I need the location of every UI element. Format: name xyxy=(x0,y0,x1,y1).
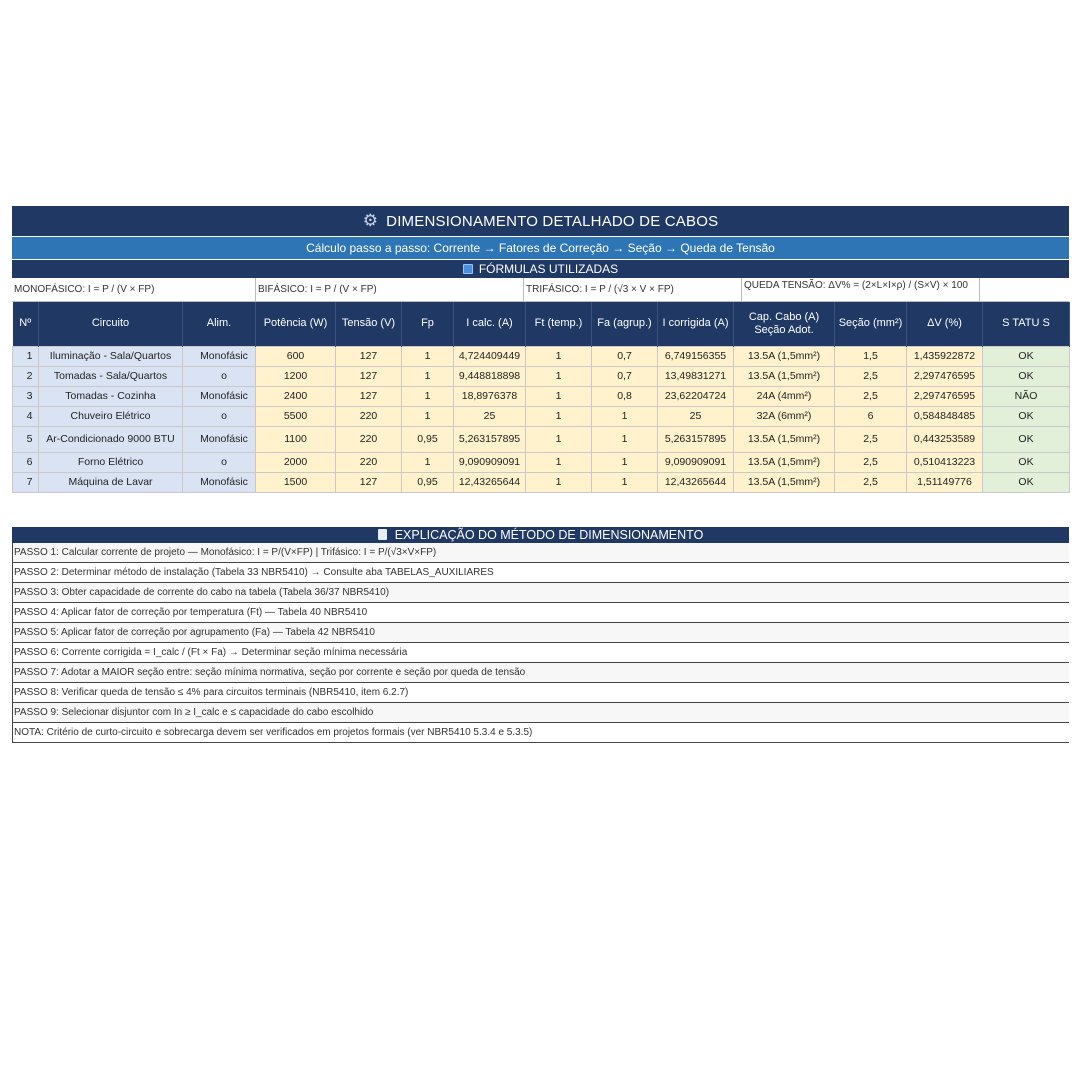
column-header[interactable]: Alim. xyxy=(183,302,256,346)
cell-tensao[interactable]: 127 xyxy=(336,366,402,386)
cell-tensao[interactable]: 127 xyxy=(336,386,402,406)
cell-pot[interactable]: 2000 xyxy=(256,452,336,472)
cell-n[interactable]: 6 xyxy=(13,452,39,472)
explanation-step: PASSO 2: Determinar método de instalação (Tabela 33 NBR5410) → Consulte aba TABELAS_AUXILIARES xyxy=(13,563,1069,583)
explanation-step: PASSO 1: Calcular corrente de projeto — Monofásico: I = P/(V×FP) | Trifásico: I = P/(√3×V×FP) xyxy=(13,543,1069,563)
cell-dv[interactable]: 1,51149776 xyxy=(907,472,983,492)
column-header[interactable]: Nº xyxy=(13,302,39,346)
explanation-step: PASSO 8: Verificar queda de tensão ≤ 4% para circuitos terminais (NBR5410, item 6.2.7) xyxy=(13,683,1069,703)
cell-fp[interactable]: 0,95 xyxy=(402,426,454,452)
column-header[interactable]: Circuito xyxy=(39,302,183,346)
cell-cap[interactable]: 13.5A (1,5mm²) xyxy=(734,366,835,386)
cell-cap[interactable]: 13.5A (1,5mm²) xyxy=(734,472,835,492)
cell-pot[interactable]: 5500 xyxy=(256,406,336,426)
sheet-subtitle-bar xyxy=(12,237,1069,259)
explanation-step: PASSO 4: Aplicar fator de correção por temperatura (Ft) — Tabela 40 NBR5410 xyxy=(13,603,1069,623)
cell-circuito[interactable]: Ar-Condicionado 9000 BTU xyxy=(39,426,183,452)
cell-fp[interactable]: 1 xyxy=(402,366,454,386)
cell-icalc[interactable]: 5,263157895 xyxy=(454,426,526,452)
cell-pot[interactable]: 1200 xyxy=(256,366,336,386)
cell-fp[interactable]: 1 xyxy=(402,346,454,366)
cell-status[interactable]: OK xyxy=(983,406,1070,426)
cell-pot[interactable]: 1100 xyxy=(256,426,336,452)
column-header[interactable]: Cap. Cabo (A) Seção Adot. xyxy=(734,302,835,346)
cell-status[interactable]: OK xyxy=(983,346,1070,366)
cell-circuito[interactable]: Tomadas - Cozinha xyxy=(39,386,183,406)
cell-icorr[interactable]: 9,090909091 xyxy=(658,452,734,472)
document-icon xyxy=(378,529,387,540)
formulas-row xyxy=(12,278,1069,302)
explanation-header xyxy=(12,527,1069,543)
page-title: DIMENSIONAMENTO DETALHADO DE CABOS xyxy=(386,212,719,230)
cell-status[interactable]: OK xyxy=(983,472,1070,492)
cell-icorr[interactable]: 6,749156355 xyxy=(658,346,734,366)
cell-fp[interactable]: 1 xyxy=(402,406,454,426)
cell-fp[interactable]: 1 xyxy=(402,386,454,406)
cell-pot[interactable]: 1500 xyxy=(256,472,336,492)
cell-status[interactable]: NÃO xyxy=(983,386,1070,406)
formula-mono[interactable]: MONOFÁSICO: I = P / (V × FP) xyxy=(12,278,256,301)
cell-dv[interactable]: 0,510413223 xyxy=(907,452,983,472)
cell-n[interactable]: 3 xyxy=(13,386,39,406)
cell-tensao[interactable]: 220 xyxy=(336,426,402,452)
column-header[interactable]: I calc. (A) xyxy=(454,302,526,346)
cell-n[interactable]: 1 xyxy=(13,346,39,366)
cell-icorr[interactable]: 13,49831271 xyxy=(658,366,734,386)
cell-secao[interactable]: 2,5 xyxy=(835,452,907,472)
cell-secao[interactable]: 6 xyxy=(835,406,907,426)
explanation-step: PASSO 5: Aplicar fator de correção por agrupamento (Fa) — Tabela 42 NBR5410 xyxy=(13,623,1069,643)
cell-fa[interactable]: 1 xyxy=(592,472,658,492)
cell-ft[interactable]: 1 xyxy=(526,346,592,366)
cell-cap[interactable]: 13.5A (1,5mm²) xyxy=(734,426,835,452)
cell-circuito[interactable]: Forno Elétrico xyxy=(39,452,183,472)
column-header[interactable]: I corrigida (A) xyxy=(658,302,734,346)
cell-icalc[interactable]: 25 xyxy=(454,406,526,426)
cell-dv[interactable]: 1,435922872 xyxy=(907,346,983,366)
explanation-title: EXPLICAÇÃO DO MÉTODO DE DIMENSIONAMENTO xyxy=(394,527,704,542)
column-header[interactable]: Tensão (V) xyxy=(336,302,402,346)
cell-ft[interactable]: 1 xyxy=(526,472,592,492)
sheet-title-bar xyxy=(12,206,1069,236)
cell-icalc[interactable]: 9,090909091 xyxy=(454,452,526,472)
cell-alim[interactable]: Monofásic xyxy=(183,472,256,492)
cell-ft[interactable]: 1 xyxy=(526,366,592,386)
formula-bi[interactable]: BIFÁSICO: I = P / (V × FP) xyxy=(256,278,524,301)
column-header[interactable]: Potência (W) xyxy=(256,302,336,346)
cell-icalc[interactable]: 18,8976378 xyxy=(454,386,526,406)
cell-pot[interactable]: 2400 xyxy=(256,386,336,406)
cell-ft[interactable]: 1 xyxy=(526,386,592,406)
formula-queda[interactable]: QUEDA TENSÃO: ΔV% = (2×L×I×ρ) / (S×V) × 100 xyxy=(742,278,980,301)
cell-alim[interactable]: Monofásic xyxy=(183,426,256,452)
formulas-header xyxy=(12,260,1069,278)
cell-alim[interactable]: Monofásic xyxy=(183,386,256,406)
cable-table xyxy=(12,302,1070,493)
explanation-steps xyxy=(12,543,1069,743)
cell-tensao[interactable]: 127 xyxy=(336,346,402,366)
cell-fa[interactable]: 1 xyxy=(592,406,658,426)
gear-icon: ⚙ xyxy=(362,211,379,230)
cell-alim[interactable]: Monofásic xyxy=(183,346,256,366)
formula-tri[interactable]: TRIFÁSICO: I = P / (√3 × V × FP) xyxy=(524,278,742,301)
cell-pot[interactable]: 600 xyxy=(256,346,336,366)
cell-secao[interactable]: 2,5 xyxy=(835,366,907,386)
column-header[interactable]: Seção (mm²) xyxy=(835,302,907,346)
cell-fa[interactable]: 1 xyxy=(592,426,658,452)
explanation-step: NOTA: Critério de curto-circuito e sobrecarga devem ser verificados em projetos formais (ver NBR5410 5.3.4 e 5.3.5) xyxy=(13,723,1069,743)
cell-tensao[interactable]: 127 xyxy=(336,472,402,492)
cell-cap[interactable]: 24A (4mm²) xyxy=(734,386,835,406)
cell-circuito[interactable]: Tomadas - Sala/Quartos xyxy=(39,366,183,386)
column-header[interactable]: Ft (temp.) xyxy=(526,302,592,346)
cell-icorr[interactable]: 12,43265644 xyxy=(658,472,734,492)
cell-tensao[interactable]: 220 xyxy=(336,452,402,472)
cell-dv[interactable]: 2,297476595 xyxy=(907,386,983,406)
cell-cap[interactable]: 13.5A (1,5mm²) xyxy=(734,346,835,366)
cell-icalc[interactable]: 9,448818898 xyxy=(454,366,526,386)
explanation-step: PASSO 3: Obter capacidade de corrente do cabo na tabela (Tabela 36/37 NBR5410) xyxy=(13,583,1069,603)
explanation-step: PASSO 9: Selecionar disjuntor com In ≥ I_calc e ≤ capacidade do cabo escolhido xyxy=(13,703,1069,723)
cell-icorr[interactable]: 5,263157895 xyxy=(658,426,734,452)
cell-circuito[interactable]: Iluminação - Sala/Quartos xyxy=(39,346,183,366)
book-icon xyxy=(463,264,473,274)
table-header-row xyxy=(13,302,1070,346)
cell-secao[interactable]: 1,5 xyxy=(835,346,907,366)
cell-circuito[interactable]: Máquina de Lavar xyxy=(39,472,183,492)
cell-ft[interactable]: 1 xyxy=(526,452,592,472)
cell-icalc[interactable]: 12,43265644 xyxy=(454,472,526,492)
cell-ft[interactable]: 1 xyxy=(526,426,592,452)
table-row xyxy=(13,426,1070,452)
cell-alim[interactable]: o xyxy=(183,406,256,426)
cell-tensao[interactable]: 220 xyxy=(336,406,402,426)
cell-secao[interactable]: 2,5 xyxy=(835,472,907,492)
cell-fa[interactable]: 0,7 xyxy=(592,366,658,386)
cell-fp[interactable]: 1 xyxy=(402,452,454,472)
cell-secao[interactable]: 2,5 xyxy=(835,426,907,452)
cell-n[interactable]: 2 xyxy=(13,366,39,386)
cell-ft[interactable]: 1 xyxy=(526,406,592,426)
cell-icorr[interactable]: 25 xyxy=(658,406,734,426)
cell-dv[interactable]: 0,443253589 xyxy=(907,426,983,452)
cell-status[interactable]: OK xyxy=(983,452,1070,472)
cell-icorr[interactable]: 23,62204724 xyxy=(658,386,734,406)
table-row xyxy=(13,386,1070,406)
explanation-step: PASSO 7: Adotar a MAIOR seção entre: seção mínima normativa, seção por corrente e seção por queda de tensão xyxy=(13,663,1069,683)
table-row xyxy=(13,472,1070,492)
table-row xyxy=(13,366,1070,386)
cell-icalc[interactable]: 4,724409449 xyxy=(454,346,526,366)
cell-status[interactable]: OK xyxy=(983,366,1070,386)
cell-alim[interactable]: o xyxy=(183,366,256,386)
cell-dv[interactable]: 0,584848485 xyxy=(907,406,983,426)
cell-fp[interactable]: 0,95 xyxy=(402,472,454,492)
column-header[interactable]: S TATU S xyxy=(983,302,1070,346)
cell-alim[interactable]: o xyxy=(183,452,256,472)
cell-fa[interactable]: 0,7 xyxy=(592,346,658,366)
column-header[interactable]: ΔV (%) xyxy=(907,302,983,346)
column-header[interactable]: Fp xyxy=(402,302,454,346)
page-subtitle: Cálculo passo a passo: Corrente → Fatores de Correção → Seção → Queda de Tensão xyxy=(306,241,775,255)
formulas-title: FÓRMULAS UTILIZADAS xyxy=(478,262,619,276)
cell-fa[interactable]: 0,8 xyxy=(592,386,658,406)
table-row xyxy=(13,406,1070,426)
cell-n[interactable]: 4 xyxy=(13,406,39,426)
table-row xyxy=(13,346,1070,366)
cell-cap[interactable]: 32A (6mm²) xyxy=(734,406,835,426)
cell-dv[interactable]: 2,297476595 xyxy=(907,366,983,386)
cell-n[interactable]: 5 xyxy=(13,426,39,452)
cell-status[interactable]: OK xyxy=(983,426,1070,452)
explanation-step: PASSO 6: Corrente corrigida = I_calc / (Ft × Fa) → Determinar seção mínima necessária xyxy=(13,643,1069,663)
cell-circuito[interactable]: Chuveiro Elétrico xyxy=(39,406,183,426)
sizing-sheet xyxy=(12,206,1069,743)
cell-n[interactable]: 7 xyxy=(13,472,39,492)
cell-fa[interactable]: 1 xyxy=(592,452,658,472)
table-row xyxy=(13,452,1070,472)
column-header[interactable]: Fa (agrup.) xyxy=(592,302,658,346)
cell-secao[interactable]: 2,5 xyxy=(835,386,907,406)
cell-cap[interactable]: 13.5A (1,5mm²) xyxy=(734,452,835,472)
